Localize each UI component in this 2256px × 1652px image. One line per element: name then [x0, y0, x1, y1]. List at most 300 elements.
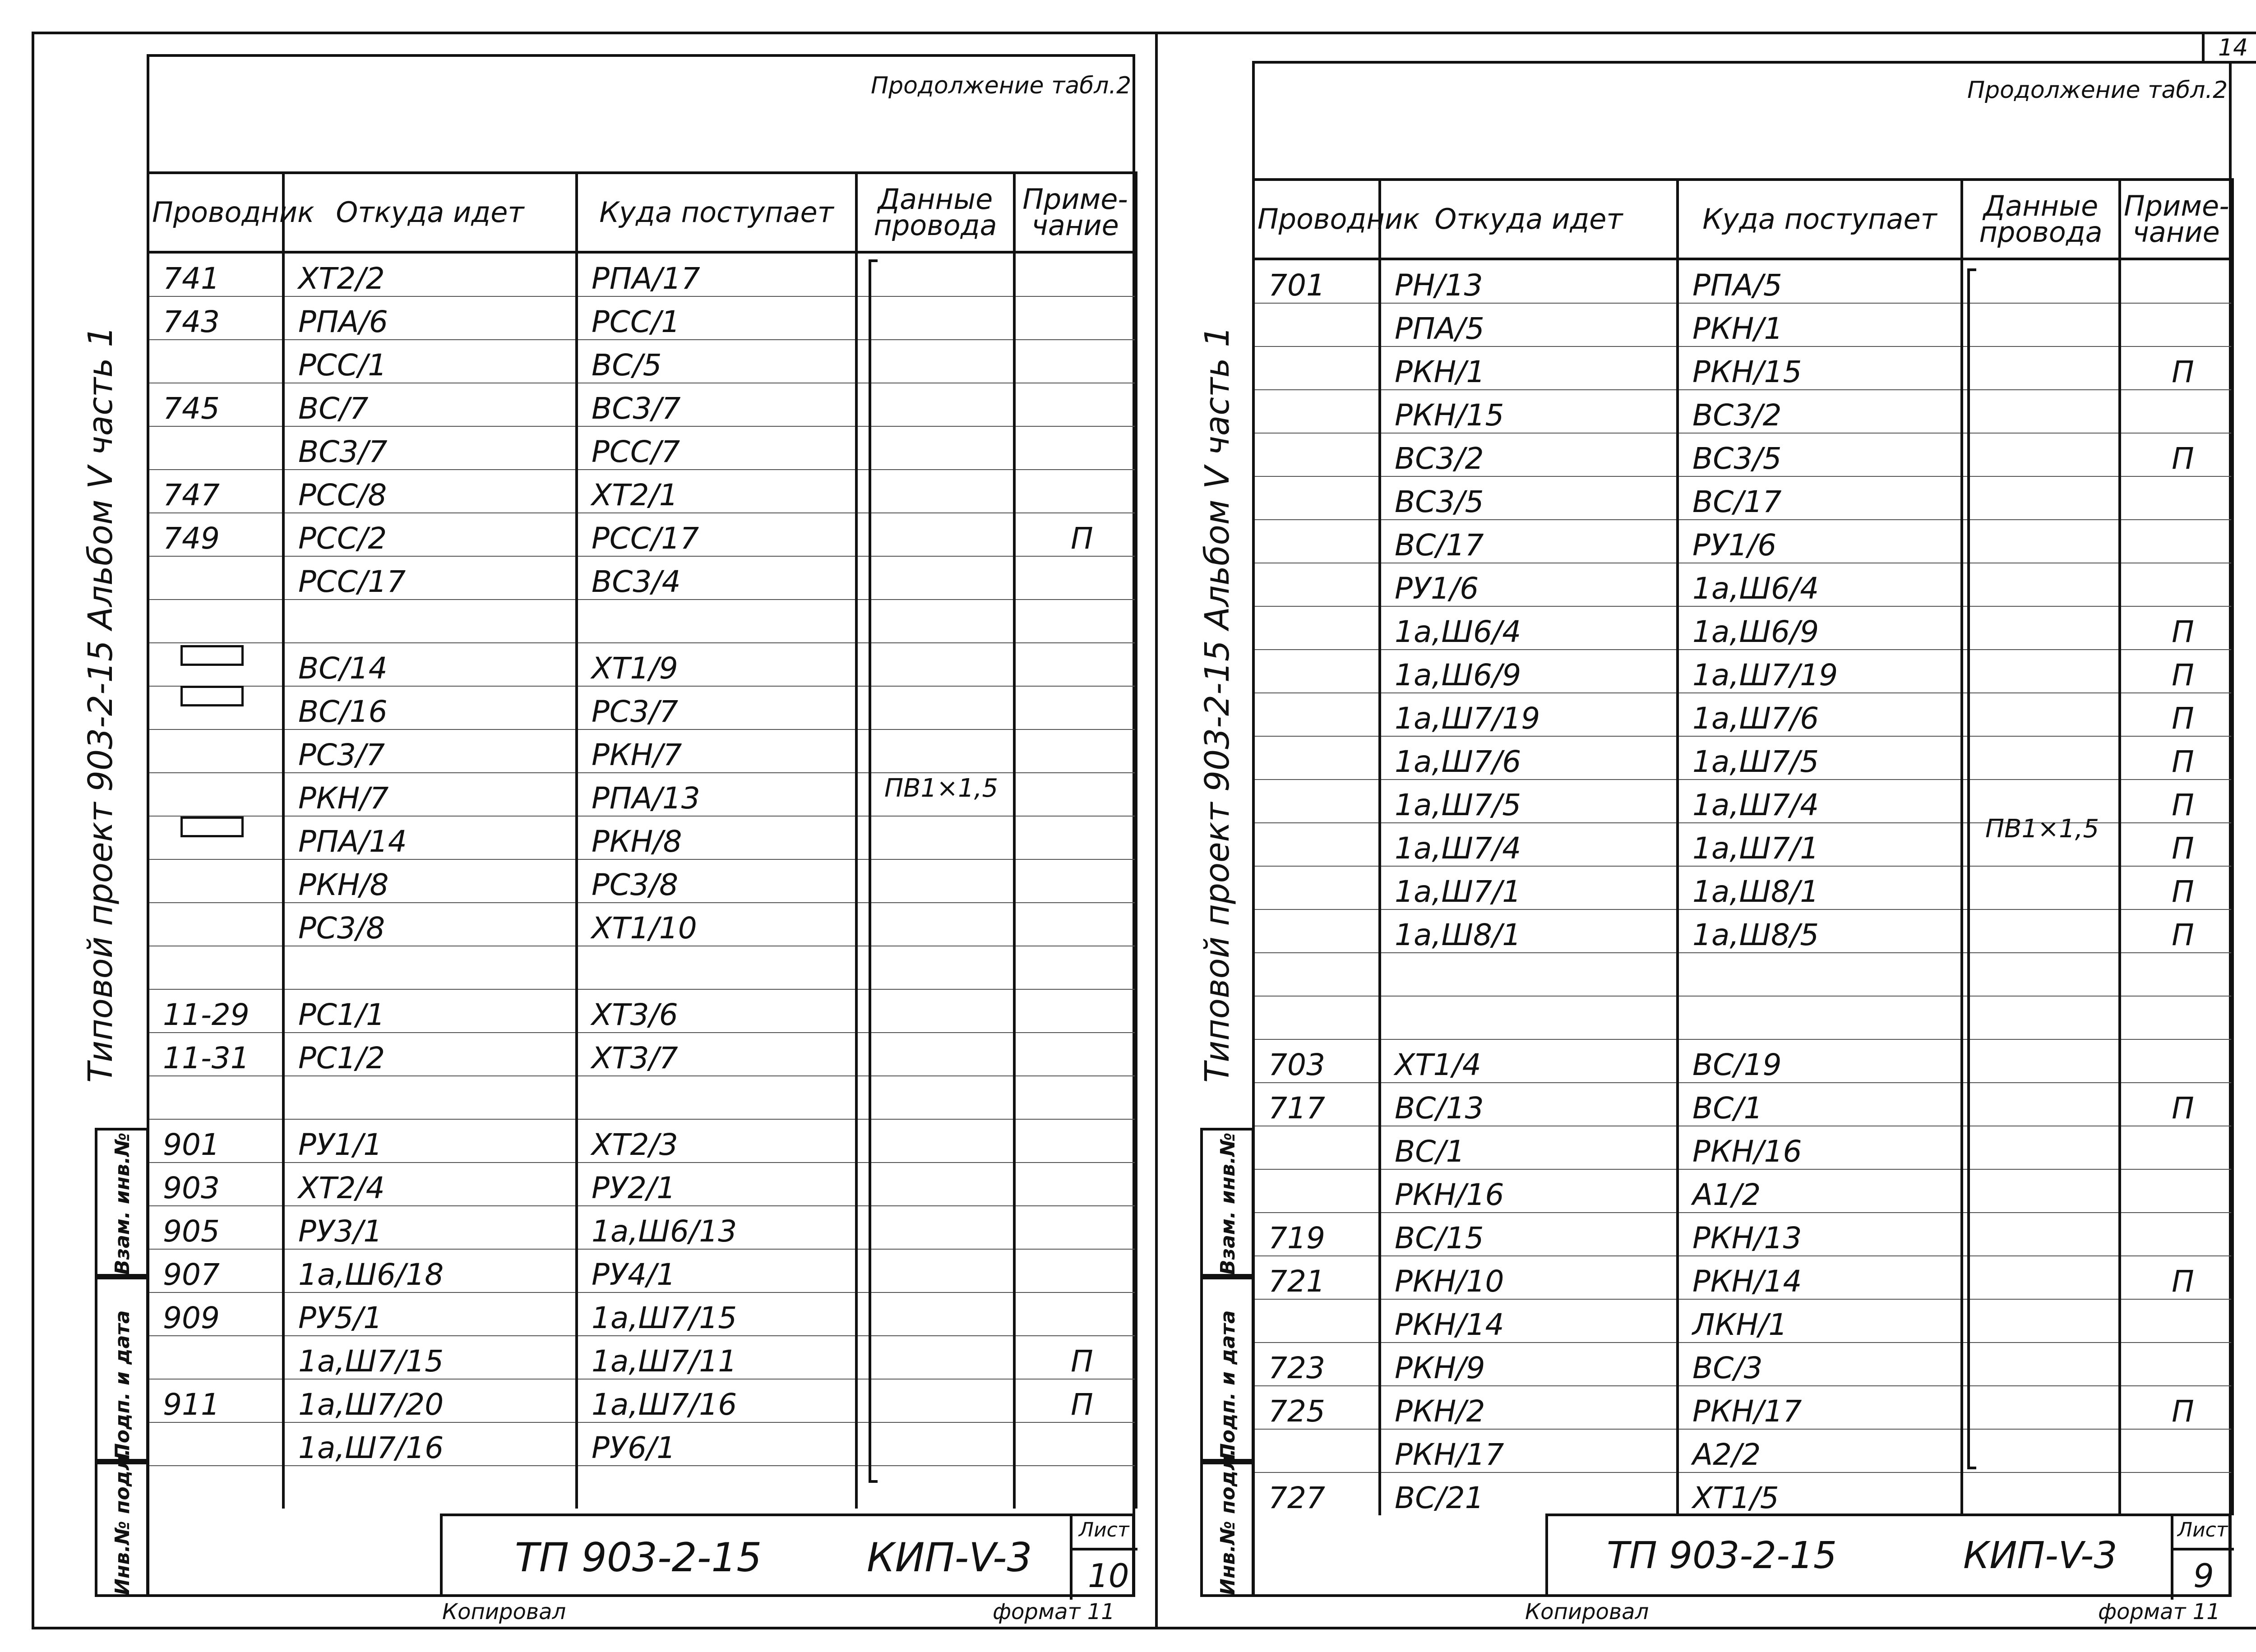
cell-note: П [2120, 606, 2233, 650]
cell-to: ВС3/5 [1678, 433, 1962, 476]
cell-from [283, 600, 577, 643]
cell-note [1014, 686, 1136, 729]
cell-wire-data [1962, 520, 2120, 563]
cell-note [2120, 303, 2233, 346]
cell-conductor [148, 1466, 283, 1509]
cell-from: 1а,Ш7/20 [283, 1379, 577, 1422]
cell-conductor [1253, 736, 1380, 780]
cell-to: А2/2 [1678, 1429, 1962, 1472]
cell-wire-data [856, 1076, 1014, 1119]
cell-conductor [148, 729, 283, 773]
cell-conductor: 725 [1253, 1386, 1380, 1429]
cell-note [1014, 383, 1136, 426]
cell-to: РКН/16 [1678, 1126, 1962, 1169]
cell-wire-data [1962, 1429, 2120, 1472]
table-row [148, 1292, 1136, 1336]
wire-data-value: ПВ1×1,5 [884, 774, 999, 803]
cell-conductor [1253, 823, 1380, 866]
cell-conductor [1253, 909, 1380, 953]
cell-conductor [1253, 1429, 1380, 1472]
cell-wire-data [1962, 1256, 2120, 1299]
cell-note [2120, 563, 2233, 606]
cell-conductor: 901 [148, 1119, 283, 1163]
cell-wire-data [856, 470, 1014, 513]
table-row [1253, 650, 2233, 693]
cell-from: РКН/9 [1380, 1343, 1678, 1386]
cell-from: ВС/16 [283, 686, 577, 729]
cell-note [1014, 296, 1136, 340]
cell-note [2120, 953, 2233, 996]
cell-to: 1а,Ш7/19 [1678, 650, 1962, 693]
table-row [148, 1163, 1136, 1206]
cell-from: ВС/21 [1380, 1472, 1678, 1515]
cell-wire-data [1962, 953, 2120, 996]
cell-wire-data [1962, 1083, 2120, 1126]
cell-conductor [1253, 346, 1380, 390]
cell-conductor: 721 [1253, 1256, 1380, 1299]
cell-wire-data [856, 1119, 1014, 1163]
table-row [1253, 953, 2233, 996]
header-note: Приме-чание [2120, 180, 2233, 259]
cell-conductor: 903 [148, 1163, 283, 1206]
cell-note [2120, 1343, 2233, 1386]
cell-conductor [1253, 1299, 1380, 1343]
cell-wire-data [1962, 259, 2120, 303]
cell-from: 1а,Ш6/9 [1380, 650, 1678, 693]
cell-from: РС3/8 [283, 903, 577, 946]
cell-to: ХТ3/6 [577, 989, 856, 1033]
sheet-divider [1155, 32, 1158, 1629]
cell-note [1014, 470, 1136, 513]
cell-note: П [1014, 1379, 1136, 1422]
cell-wire-data [1962, 1213, 2120, 1256]
sheet-label: Лист [2177, 1518, 2228, 1541]
cell-from: ВС/7 [283, 383, 577, 426]
cell-from: 1а,Ш7/5 [1380, 780, 1678, 823]
cell-conductor [1253, 866, 1380, 909]
cell-wire-data [1962, 693, 2120, 736]
stamp-code: КИП-V-3 [867, 1534, 1032, 1581]
cell-wire-data [856, 686, 1014, 729]
table-row [148, 1206, 1136, 1249]
cell-wire-data [1962, 996, 2120, 1039]
cell-note [2120, 1126, 2233, 1169]
table-row [1253, 693, 2233, 736]
cell-conductor [1253, 390, 1380, 433]
sheet-label: Лист [1079, 1518, 1129, 1541]
cell-conductor [1253, 433, 1380, 476]
cell-note [2120, 1039, 2233, 1083]
cell-to: РСС/7 [577, 426, 856, 470]
cell-conductor: 703 [1253, 1039, 1380, 1083]
cell-wire-data [856, 729, 1014, 773]
cell-to: ВС/5 [577, 340, 856, 383]
table-row [148, 1249, 1136, 1292]
cell-wire-data [1962, 1039, 2120, 1083]
cell-wire-data [1962, 866, 2120, 909]
cell-note: П [2120, 866, 2233, 909]
cell-note [1014, 1119, 1136, 1163]
side-stamp-sign: Подп. и дата [95, 1277, 149, 1462]
cell-note [2120, 1169, 2233, 1213]
cell-to: РПА/17 [577, 252, 856, 296]
cell-to: 1а,Ш7/11 [577, 1336, 856, 1379]
table-row [148, 383, 1136, 426]
cell-wire-data [856, 1422, 1014, 1466]
cell-to: РКН/1 [1678, 303, 1962, 346]
continuation-label: Продолжение табл.2 [1967, 77, 2228, 104]
cell-conductor: 907 [148, 1249, 283, 1292]
cell-to: ХТ1/5 [1678, 1472, 1962, 1515]
cell-from: РУ1/6 [1380, 563, 1678, 606]
cell-wire-data [856, 946, 1014, 989]
cell-to [1678, 953, 1962, 996]
table-row [148, 340, 1136, 383]
cell-wire-data [1962, 909, 2120, 953]
cell-conductor: 743 [148, 296, 283, 340]
cell-to: 1а,Ш6/9 [1678, 606, 1962, 650]
cell-note: П [2120, 346, 2233, 390]
header-wire-data: Данные провода [1962, 180, 2120, 259]
wire-data-brace [1967, 268, 1976, 1469]
cell-note [1014, 1422, 1136, 1466]
page-number-box [2202, 34, 2256, 64]
cell-to: РС3/8 [577, 859, 856, 903]
cell-conductor [1253, 563, 1380, 606]
cell-note: П [2120, 1256, 2233, 1299]
cell-note: П [2120, 780, 2233, 823]
cell-wire-data [856, 1292, 1014, 1336]
table-row [1253, 303, 2233, 346]
cell-from: 1а,Ш7/19 [1380, 693, 1678, 736]
format-label: формат 11 [2098, 1599, 2220, 1624]
cell-wire-data [1962, 1126, 2120, 1169]
cell-to: ВС3/2 [1678, 390, 1962, 433]
cell-from: 1а,Ш8/1 [1380, 909, 1678, 953]
cell-note: П [2120, 693, 2233, 736]
cell-to: 1а,Ш8/1 [1678, 866, 1962, 909]
cell-to: 1а,Ш7/4 [1678, 780, 1962, 823]
cell-to: ХТ2/1 [577, 470, 856, 513]
cell-note: П [1014, 1336, 1136, 1379]
cell-to: ВС/1 [1678, 1083, 1962, 1126]
cell-from: 1а,Ш7/1 [1380, 866, 1678, 909]
cell-conductor: 749 [148, 513, 283, 556]
cell-to: РУ1/6 [1678, 520, 1962, 563]
cell-wire-data [856, 989, 1014, 1033]
wiring-table-right [1252, 178, 2234, 1515]
outer-frame-left [32, 32, 34, 1629]
cell-from: РСС/8 [283, 470, 577, 513]
table-row [1253, 1343, 2233, 1386]
side-stamp-replace: Взам. инв.№ [95, 1128, 149, 1277]
cell-from: РКН/8 [283, 859, 577, 903]
cell-wire-data [1962, 346, 2120, 390]
cell-conductor [148, 859, 283, 903]
sheet-number: 9 [2193, 1557, 2214, 1595]
cell-note: П [2120, 909, 2233, 953]
side-stamp-replace: Взам. инв.№ [1200, 1128, 1254, 1277]
cell-from: ВС3/2 [1380, 433, 1678, 476]
table-row [148, 470, 1136, 513]
cell-note [1014, 1163, 1136, 1206]
cell-note [1014, 600, 1136, 643]
outer-frame-top [32, 32, 2256, 34]
cell-conductor: 905 [148, 1206, 283, 1249]
cell-conductor: 723 [1253, 1343, 1380, 1386]
cell-from [1380, 953, 1678, 996]
cell-note [1014, 643, 1136, 686]
cell-to: ВС/3 [1678, 1343, 1962, 1386]
table-row [148, 989, 1136, 1033]
cell-conductor [148, 340, 283, 383]
cell-conductor [148, 773, 283, 816]
cell-conductor [148, 556, 283, 600]
cell-from [283, 1076, 577, 1119]
table-row [148, 1466, 1136, 1509]
outer-frame-bottom [32, 1627, 2256, 1629]
table-row [148, 643, 1136, 686]
format-label: формат 11 [993, 1599, 1115, 1624]
cell-note [2120, 259, 2233, 303]
cell-to: ВС3/4 [577, 556, 856, 600]
wire-data-brace [869, 259, 878, 1483]
table-row [1253, 433, 2233, 476]
cell-from: 1а,Ш7/4 [1380, 823, 1678, 866]
cell-from: 1а,Ш6/18 [283, 1249, 577, 1292]
cell-from: РКН/1 [1380, 346, 1678, 390]
cell-from: ХТ2/2 [283, 252, 577, 296]
cell-conductor: 717 [1253, 1083, 1380, 1126]
cell-note [1014, 1249, 1136, 1292]
cell-from: ВС/13 [1380, 1083, 1678, 1126]
table-row [148, 600, 1136, 643]
cell-conductor [1253, 693, 1380, 736]
cell-from [283, 946, 577, 989]
cell-note [1014, 859, 1136, 903]
table-row [1253, 1256, 2233, 1299]
cell-wire-data [856, 859, 1014, 903]
table-row [148, 816, 1136, 859]
table-row [1253, 259, 2233, 303]
cell-note [1014, 773, 1136, 816]
cell-note [1014, 729, 1136, 773]
table-row [148, 1422, 1136, 1466]
cell-conductor [148, 1076, 283, 1119]
cell-note [1014, 1292, 1136, 1336]
cell-note [2120, 1429, 2233, 1472]
table-row [1253, 1472, 2233, 1515]
cell-note [1014, 1466, 1136, 1509]
cell-from: РКН/7 [283, 773, 577, 816]
table-row [1253, 563, 2233, 606]
table-row [1253, 346, 2233, 390]
cell-conductor: 719 [1253, 1213, 1380, 1256]
table-row [1253, 520, 2233, 563]
cell-to [577, 1076, 856, 1119]
table-row [1253, 1429, 2233, 1472]
cell-note [2120, 1299, 2233, 1343]
cell-conductor [1253, 1169, 1380, 1213]
header-to: Куда поступает [577, 173, 856, 252]
cell-wire-data [1962, 303, 2120, 346]
cell-wire-data [856, 816, 1014, 859]
cell-wire-data [1962, 433, 2120, 476]
table-row [1253, 1213, 2233, 1256]
copied-by: Копировал [1525, 1599, 1649, 1624]
cell-note [1014, 989, 1136, 1033]
table-row [148, 1336, 1136, 1379]
terminal-symbol [180, 686, 244, 706]
cell-from: РКН/2 [1380, 1386, 1678, 1429]
wire-data-value: ПВ1×1,5 [1985, 814, 2099, 844]
cell-wire-data [856, 1336, 1014, 1379]
cell-from: 1а,Ш7/15 [283, 1336, 577, 1379]
cell-from: РС3/7 [283, 729, 577, 773]
side-project-title: Типовой проект 903-2-15 Альбом V часть 1 [81, 326, 120, 1083]
table-row [148, 729, 1136, 773]
cell-to: РСС/17 [577, 513, 856, 556]
cell-note [2120, 1213, 2233, 1256]
cell-conductor [1253, 953, 1380, 996]
cell-from: РС1/1 [283, 989, 577, 1033]
cell-note [1014, 1206, 1136, 1249]
cell-to: РКН/7 [577, 729, 856, 773]
cell-to: ЛКН/1 [1678, 1299, 1962, 1343]
cell-note [2120, 476, 2233, 520]
table-row [148, 946, 1136, 989]
cell-conductor: 727 [1253, 1472, 1380, 1515]
cell-from: ВС/15 [1380, 1213, 1678, 1256]
cell-wire-data [1962, 736, 2120, 780]
cell-to: ХТ1/10 [577, 903, 856, 946]
terminal-symbol [180, 645, 244, 666]
cell-note: П [2120, 1386, 2233, 1429]
cell-to: ХТ3/7 [577, 1033, 856, 1076]
cell-from: ХТ2/4 [283, 1163, 577, 1206]
cell-to: 1а,Ш7/1 [1678, 823, 1962, 866]
cell-to: РУ6/1 [577, 1422, 856, 1466]
cell-to: А1/2 [1678, 1169, 1962, 1213]
cell-conductor [148, 903, 283, 946]
cell-to: ХТ2/3 [577, 1119, 856, 1163]
cell-note [1014, 340, 1136, 383]
cell-to [577, 1466, 856, 1509]
cell-to: РКН/8 [577, 816, 856, 859]
cell-conductor [1253, 1126, 1380, 1169]
cell-to: 1а,Ш7/15 [577, 1292, 856, 1336]
cell-wire-data [1962, 1169, 2120, 1213]
table-row [1253, 1039, 2233, 1083]
cell-wire-data [1962, 390, 2120, 433]
cell-from: РПА/5 [1380, 303, 1678, 346]
cell-from: 1а,Ш6/4 [1380, 606, 1678, 650]
cell-note [2120, 520, 2233, 563]
cell-to [577, 600, 856, 643]
cell-conductor [148, 1422, 283, 1466]
cell-note: П [1014, 513, 1136, 556]
side-project-title: Типовой проект 903-2-15 Альбом V часть 1 [1198, 326, 1237, 1083]
stamp-project: ТП 903-2-15 [1607, 1534, 1837, 1577]
cell-to: РКН/14 [1678, 1256, 1962, 1299]
stamp-code: КИП-V-3 [1963, 1534, 2117, 1577]
cell-note [1014, 903, 1136, 946]
cell-from: ВС3/5 [1380, 476, 1678, 520]
cell-to: 1а,Ш7/16 [577, 1379, 856, 1422]
continuation-label: Продолжение табл.2 [871, 72, 1132, 99]
cell-to: РС3/7 [577, 686, 856, 729]
cell-conductor: 11-29 [148, 989, 283, 1033]
header-note: Приме-чание [1014, 173, 1136, 252]
table-row [148, 903, 1136, 946]
cell-conductor [1253, 303, 1380, 346]
side-stamp-inv: Инв.№ подл. [95, 1462, 149, 1597]
cell-wire-data [856, 426, 1014, 470]
table-row [148, 1076, 1136, 1119]
cell-from: РКН/17 [1380, 1429, 1678, 1472]
cell-note [1014, 946, 1136, 989]
cell-from: РКН/16 [1380, 1169, 1678, 1213]
cell-note: П [2120, 823, 2233, 866]
table-row [1253, 1386, 2233, 1429]
cell-to: ВС3/7 [577, 383, 856, 426]
header-conductor: Проводник [148, 173, 283, 252]
cell-wire-data [1962, 1472, 2120, 1515]
cell-note [1014, 252, 1136, 296]
table-row [148, 296, 1136, 340]
cell-to: 1а,Ш8/5 [1678, 909, 1962, 953]
table-row [148, 426, 1136, 470]
cell-conductor: 911 [148, 1379, 283, 1422]
cell-wire-data [1962, 1299, 2120, 1343]
cell-wire-data [856, 296, 1014, 340]
cell-from: РКН/15 [1380, 390, 1678, 433]
side-stamp-sign: Подп. и дата [1200, 1277, 1254, 1462]
cell-note [1014, 426, 1136, 470]
cell-note [2120, 996, 2233, 1039]
table-row [148, 556, 1136, 600]
cell-to [577, 946, 856, 989]
cell-wire-data [856, 600, 1014, 643]
cell-from: ВС/17 [1380, 520, 1678, 563]
cell-to: РКН/15 [1678, 346, 1962, 390]
cell-to: РУ2/1 [577, 1163, 856, 1206]
header-to: Куда поступает [1678, 180, 1962, 259]
cell-conductor: 909 [148, 1292, 283, 1336]
cell-conductor: 701 [1253, 259, 1380, 303]
cell-conductor [1253, 996, 1380, 1039]
cell-wire-data [856, 643, 1014, 686]
table-row [148, 686, 1136, 729]
cell-from: РУ1/1 [283, 1119, 577, 1163]
wiring-table-left [147, 171, 1137, 1509]
cell-from: ВС3/7 [283, 426, 577, 470]
stamp-project: ТП 903-2-15 [515, 1534, 762, 1581]
cell-to: ВС/19 [1678, 1039, 1962, 1083]
cell-conductor [1253, 606, 1380, 650]
cell-wire-data [856, 383, 1014, 426]
sheet-number: 10 [1088, 1557, 1129, 1595]
cell-conductor: 11-31 [148, 1033, 283, 1076]
table-row [1253, 1169, 2233, 1213]
cell-wire-data [856, 903, 1014, 946]
cell-to [1678, 996, 1962, 1039]
table-row [148, 1033, 1136, 1076]
cell-from: ХТ1/4 [1380, 1039, 1678, 1083]
cell-to: РПА/13 [577, 773, 856, 816]
table-row [1253, 736, 2233, 780]
cell-wire-data [1962, 606, 2120, 650]
